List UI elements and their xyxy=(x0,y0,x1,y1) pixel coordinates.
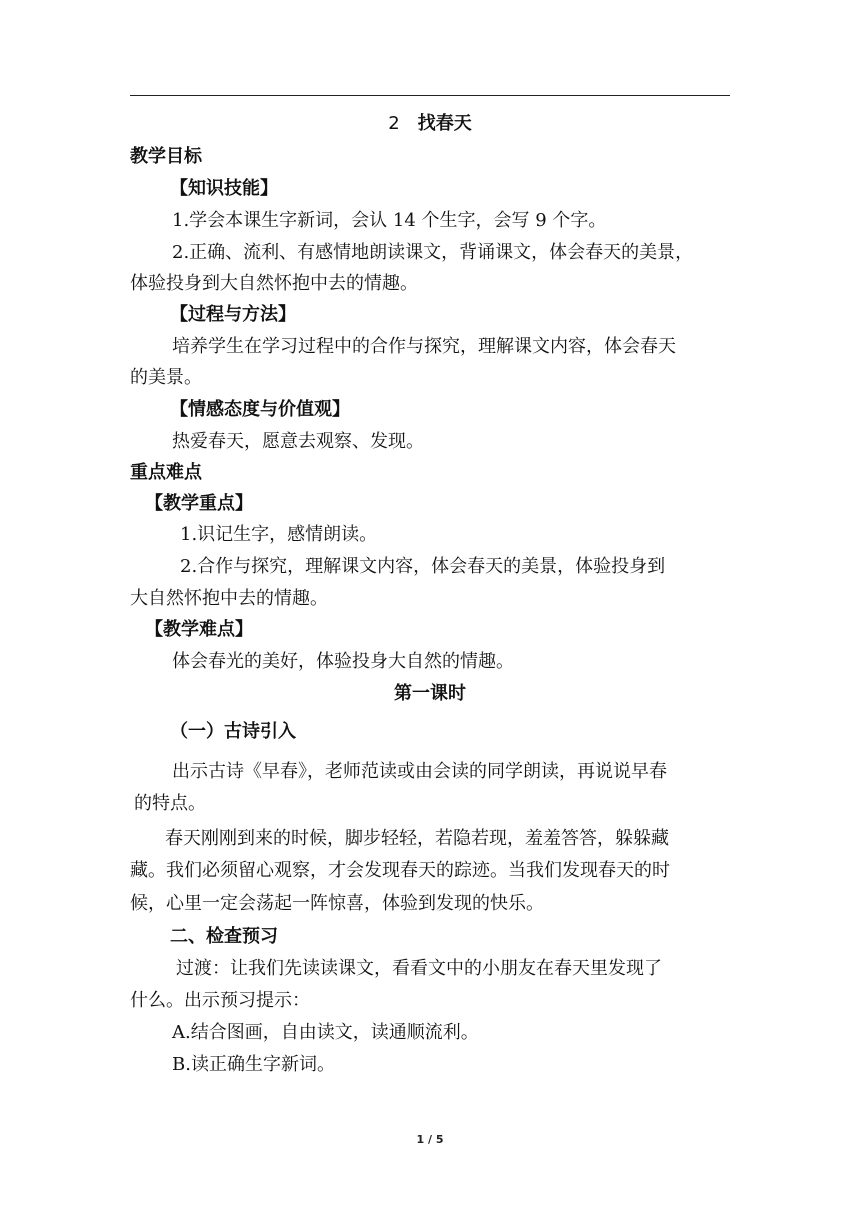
paragraph-line: 体会春光的美好，体验投身大自然的情趣。 xyxy=(172,651,514,672)
lesson-number: 2 xyxy=(388,113,400,134)
paragraph-line: 出示古诗《早春》，老师范读或由会读的同学朗读，再说说早春 xyxy=(172,761,667,782)
paragraph-line: 过渡：让我们先读读课文，看看文中的小朋友在春天里发现了 xyxy=(176,958,662,979)
lesson-title-text: 找春天 xyxy=(417,113,472,134)
header-rule xyxy=(130,95,730,96)
paragraph-line: A.结合图画，自由读文，读通顺流利。 xyxy=(172,1022,479,1043)
subheading-poem-intro: （一）古诗引入 xyxy=(170,721,296,742)
paragraph-line: 什么。出示预习提示： xyxy=(130,990,310,1011)
first-lesson-heading: 第一课时 xyxy=(394,683,466,704)
paragraph-line: 春天刚刚到来的时候，脚步轻轻，若隐若现，羞羞答答，躲躲藏 xyxy=(165,828,669,849)
lesson-title xyxy=(0,113,860,135)
subheading-process-method: 【过程与方法】 xyxy=(170,304,296,325)
subheading-emotion-values: 【情感态度与价值观】 xyxy=(170,399,350,420)
paragraph-line: 的美景。 xyxy=(130,367,202,388)
subheading-knowledge-skills: 【知识技能】 xyxy=(170,178,278,199)
subheading-check-preview: 二、检查预习 xyxy=(170,926,278,947)
section-heading-key-difficult-points: 重点难点 xyxy=(130,462,202,483)
paragraph-line: 培养学生在学习过程中的合作与探究，理解课文内容，体会春天 xyxy=(172,336,676,357)
subheading-teaching-focus: 【教学重点】 xyxy=(145,493,253,514)
paragraph-line: 候，心里一定会荡起一阵惊喜，体验到发现的快乐。 xyxy=(130,893,544,914)
paragraph-line: 2.合作与探究，理解课文内容，体会春天的美景，体验投身到 xyxy=(180,556,666,577)
paragraph-line: 热爱春天，愿意去观察、发现。 xyxy=(172,431,424,452)
page-number: 1 / 5 xyxy=(416,1133,444,1146)
paragraph-line: 的特点。 xyxy=(134,793,206,814)
subheading-teaching-difficulty: 【教学难点】 xyxy=(145,619,253,640)
paragraph-line: 体验投身到大自然怀抱中去的情趣。 xyxy=(130,273,418,294)
paragraph-line: 1.学会本课生字新词，会认 14 个生字，会写 9 个字。 xyxy=(172,210,607,231)
paragraph-line: 1.识记生字，感情朗读。 xyxy=(180,524,378,545)
paragraph-line: 2.正确、流利、有感情地朗读课文，背诵课文，体会春天的美景， xyxy=(172,242,694,263)
paragraph-line: B.读正确生字新词。 xyxy=(172,1054,335,1075)
section-heading-teaching-goals: 教学目标 xyxy=(130,146,202,167)
paragraph-line: 大自然怀抱中去的情趣。 xyxy=(130,588,328,609)
paragraph-line: 藏。我们必须留心观察，才会发现春天的踪迹。当我们发现春天的时 xyxy=(130,860,670,881)
